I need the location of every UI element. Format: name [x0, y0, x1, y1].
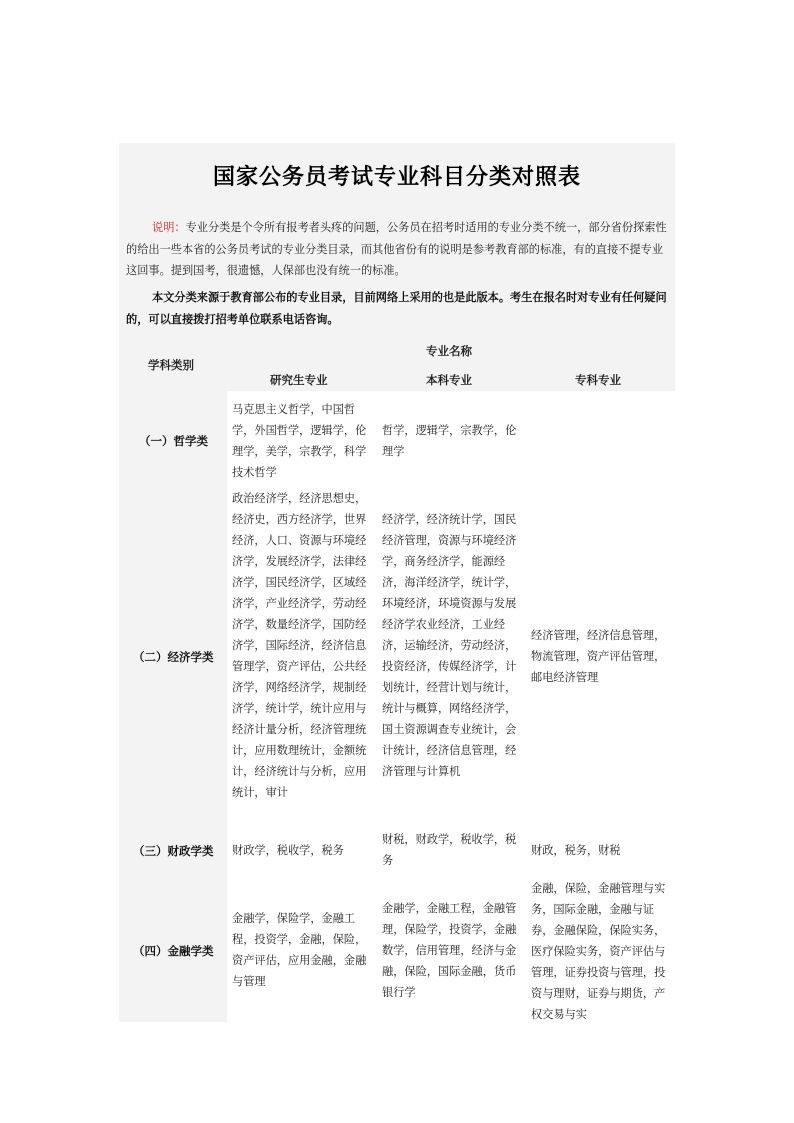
header-major-name: 专业名称: [426, 344, 472, 358]
header-graduate: 研究生专业: [270, 373, 328, 387]
category-cell: （二）经济学类: [133, 650, 214, 664]
header-vocational: 专科专业: [575, 373, 621, 387]
page-title: 国家公务员考试专业科目分类对照表: [212, 165, 581, 190]
intro-paragraph: [126, 217, 670, 282]
intro-label: 说明：: [152, 221, 186, 234]
vocational-cell: 财政，税务，财税: [531, 844, 621, 857]
undergraduate-cell: 经济学，经济统计学，国民经济管理，资源与环境经济学，商务经济学，能源经济，海洋经济学，统计学，环境经济，环境资源与发展经济学农业经济，工业经济，运输经济，劳动经济，投资经济，传媒经济学，计划统计，经营计划与统计，统计与概算，网络经济学，国土资源调查专业统计，会计统计，经济信息管理，经济管理与计算机: [382, 513, 517, 778]
category-cell: （四）金融学类: [133, 944, 214, 958]
vocational-cell: 金融，保险，金融管理与实务，国际金融，金融与证券，金融保险，保险实务，医疗保险实务，资产评估与管理，证券投资与管理，投资与理财，证券与期货，产权交易与实: [531, 882, 666, 1021]
vocational-cell: 经济管理，经济信息管理，物流管理，资产评估管理，邮电经济管理: [531, 629, 666, 684]
graduate-cell: 财政学，税收学，税务: [232, 844, 344, 857]
header-category: 学科类别: [148, 358, 194, 372]
source-note: 本文分类来源于教育部公布的专业目录，目前网络上采用的也是此版本。考生在报名时对专业有任何疑问的，可以直接拨打招考单位联系电话咨询。: [126, 291, 667, 326]
undergraduate-cell: 金融学，金融工程，金融管理，保险学，投资学，金融数学，信用管理，经济与金融，保险，国际金融，货币银行学: [382, 902, 517, 999]
undergraduate-cell: 哲学，逻辑学，宗教学，伦理学: [382, 424, 517, 458]
category-cell: （三）财政学类: [133, 844, 214, 858]
undergraduate-cell: 财税，财政学，税收学，税务: [382, 833, 517, 867]
graduate-cell: 金融学，保险学，金融工程，投资学，金融，保险，资产评估，应用金融，金融与管理: [232, 912, 367, 988]
header-undergraduate: 本科专业: [426, 373, 472, 387]
category-cell: （一）哲学类: [139, 434, 208, 448]
graduate-cell: 马克思主义哲学，中国哲学，外国哲学，逻辑学，伦理学，美学，宗教学，科学技术哲学: [232, 403, 367, 479]
intro-text: 专业分类是个令所有报考者头疼的问题，公务员在招考时适用的专业分类不统一，部分省份探索性的给出一些本省的公务员考试的专业分类目录，而其他省份有的说明是参考教育部的标准，有的直接不提专业这回事。提到国考，很遗憾，人保部也没有统一的标准。: [126, 221, 667, 277]
graduate-cell: 政治经济学，经济思想史，经济史，西方经济学，世界经济，人口、资源与环境经济学，发展经济学，法律经济学，国民经济学，区域经济学，产业经济学，劳动经济学，数量经济学，国防经济学，国际经济，经济信息管理学，资产评估，公共经济学，网络经济学，规制经济学，统计学，统计应用与经济计量分析，经济管理统计，应用数理统计，金额统计，经济统计与分析，应用统计，审计: [232, 492, 367, 799]
